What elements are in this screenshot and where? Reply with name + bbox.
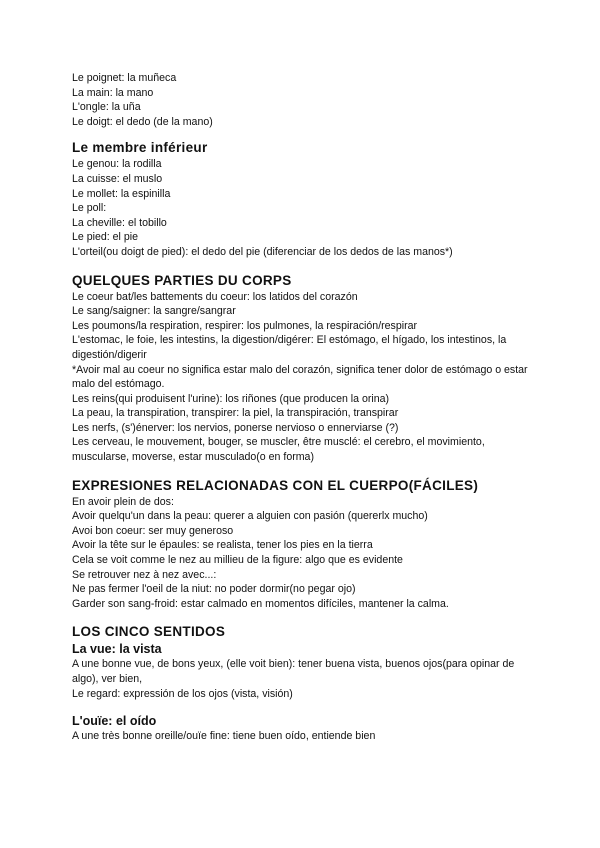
text-line: Le poignet: la muñeca xyxy=(72,72,177,84)
text-line: Avoi bon coeur: ser muy generoso xyxy=(72,524,234,537)
text-line: La peau, la transpiration, transpirer: la piel, la transpiración, transpirar xyxy=(72,407,399,420)
text-line: Le sang/saigner: la sangre/sangrar xyxy=(72,305,236,318)
text-line: Le mollet: la espinilla xyxy=(72,187,171,200)
text-line: Le poll: xyxy=(72,202,107,215)
text-line: La main: la mano xyxy=(72,86,154,99)
text-line: Ne pas fermer l'oeil de la niut: no poder dormir(no pegar ojo) xyxy=(72,583,356,596)
text-line: Le pied: el pie xyxy=(72,231,138,244)
text-line: L'ongle: la uña xyxy=(72,101,141,114)
section-heading-parties: QUELQUES PARTIES DU CORPS xyxy=(72,272,292,288)
text-line: L'estomac, le foie, les intestins, la digestion/digérer: El estómago, el hígado, los intestinos, la digestión/digerir xyxy=(72,334,507,361)
text-line: Le coeur bat/les battements du coeur: los latidos del corazón xyxy=(72,290,358,303)
text-line: Cela se voit comme le nez au millieu de la figure: algo que es evidente xyxy=(72,554,403,567)
text-line: Garder son sang-froid: estar calmado en momentos difíciles, mantener la calma. xyxy=(72,597,449,610)
section-heading-membre: Le membre inférieur xyxy=(72,140,208,156)
text-line: *Avoir mal au coeur no significa estar malo del corazón, significa tener dolor de estómago o estar malo del estómago. xyxy=(72,363,528,391)
text-line: La cuisse: el muslo xyxy=(72,172,163,185)
text-line: Les nerfs, (s')énerver: los nervios, ponerse nervioso o ennerviarse (?) xyxy=(72,421,399,434)
text-line: Avoir quelqu'un dans la peau: querer a alguien con pasión (quererlx mucho) xyxy=(72,510,428,523)
text-line: A une bonne vue, de bons yeux, (elle voit bien): tener buena vista, buenos ojos(para opinar de algo), ver bien, xyxy=(72,658,515,685)
document-content xyxy=(72,71,542,744)
text-line: La cheville: el tobillo xyxy=(72,216,167,229)
section-heading-expresiones: EXPRESIONES RELACIONADAS CON EL CUERPO(FÁCILES) xyxy=(72,477,479,493)
text-line: Les reins(qui produisent l'urine): los riñones (que producen la orina) xyxy=(72,392,390,405)
text-line: Les cerveau, le mouvement, bouger, se muscler, être musclé: el cerebro, el movimiento, muscularse, moverse, estar musculado(o en forma) xyxy=(72,436,485,464)
text-line: Avoir la tête sur le épaules: se realista, tener los pies en la tierra xyxy=(72,539,373,552)
subheading-ouie: L'ouïe: el oído xyxy=(72,714,157,729)
text-line: Le genou: la rodilla xyxy=(72,158,162,171)
text-line: L'orteil(ou doigt de pied): el dedo del pie (diferenciar de los dedos de las manos*) xyxy=(72,245,453,258)
text-line: Se retrouver nez à nez avec...: xyxy=(72,568,217,581)
text-line: A une très bonne oreille/ouïe fine: tiene buen oído, entiende bien xyxy=(72,730,376,743)
text-line: Le doigt: el dedo (de la mano) xyxy=(72,115,213,128)
subheading-vue: La vue: la vista xyxy=(72,642,162,657)
text-line: Les poumons/la respiration, respirer: los pulmones, la respiración/respirar xyxy=(72,319,418,332)
section-heading-sentidos: LOS CINCO SENTIDOS xyxy=(72,624,226,640)
text-line: En avoir plein de dos: xyxy=(72,495,174,508)
text-line: Le regard: expressión de los ojos (vista, visión) xyxy=(72,687,293,700)
